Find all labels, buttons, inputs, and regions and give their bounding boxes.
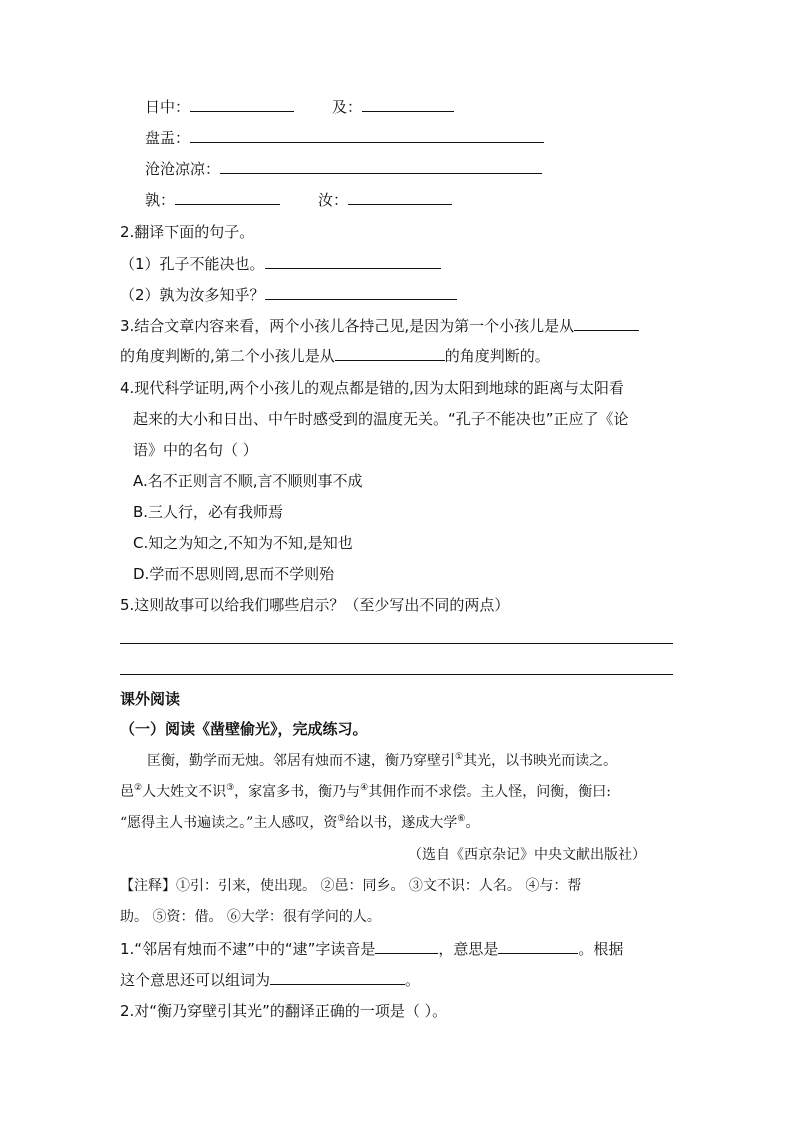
passage-text: “愿得主人书遍读之。”主人感叹，资 [120, 815, 338, 831]
answer-blank[interactable] [574, 316, 639, 331]
answer-line[interactable] [120, 643, 673, 644]
passage-text: 其佣作而不求偿。主人怪，问衡，衡曰: [368, 784, 611, 800]
passage-line-1 [147, 751, 617, 771]
vocab-row-1 [145, 97, 454, 117]
sentence-text: （1）孔子不能决也。 [120, 255, 265, 273]
footnote-marker: ② [134, 783, 143, 793]
answer-blank[interactable] [362, 97, 454, 112]
passage-text: 匡衡，勤学而无烛。邻居有烛而不逮，衡乃穿壁引 [147, 753, 455, 769]
question-text: 的角度判断的。 [444, 347, 550, 365]
option-b[interactable]: B.三人行，必有我师焉 [133, 503, 284, 521]
answer-blank[interactable] [190, 97, 294, 112]
answer-blank[interactable] [265, 254, 441, 269]
extra-question-1-line-1 [120, 939, 623, 959]
vocab-label-shu: 孰： [145, 191, 176, 209]
question-4-line-3: 语》中的名句（ ） [133, 441, 258, 459]
vocab-label-ru: 汝： [318, 191, 349, 209]
answer-blank[interactable] [335, 346, 445, 361]
passage-text: ，家富多书，衡乃与 [234, 784, 361, 800]
passage-line-3 [120, 813, 479, 833]
answer-line[interactable] [120, 674, 673, 675]
notes-line-2: 助。 ⑤资：借。 ⑥大学：很有学问的人。 [120, 909, 381, 925]
question-2-sentence-2 [120, 285, 457, 305]
vocab-row-3 [145, 159, 542, 179]
answer-blank[interactable] [265, 285, 457, 300]
option-c[interactable]: C.知之为知之,不知为不知,是知也 [133, 534, 353, 552]
question-3-line-1 [120, 316, 639, 336]
section-heading: 课外阅读 [120, 690, 181, 708]
footnote-marker: ⑥ [457, 814, 466, 824]
vocab-label-rizhong: 日中： [145, 98, 191, 116]
passage-text: 。 [465, 815, 480, 831]
question-text: 1.“邻居有烛而不逮”中的“逮”字读音是 [120, 940, 376, 958]
option-d[interactable]: D.学而不思则罔,思而不学则殆 [133, 565, 335, 583]
question-text: 3.结合文章内容来看，两个小孩儿各持己见,是因为第一个小孩儿是从 [120, 317, 575, 335]
question-text: ，意思是 [438, 940, 499, 958]
question-5-text: 5.这则故事可以给我们哪些启示？（至少写出不同的两点） [120, 596, 510, 614]
option-a[interactable]: A.名不正则言不顺,言不顺则事不成 [133, 472, 363, 490]
passage-title: （一）阅读《凿壁偷光》，完成练习。 [120, 720, 368, 738]
vocab-label-panyu: 盘盂： [145, 129, 191, 147]
passage-source: （选自《西京杂记》中央文献出版社） [408, 847, 646, 863]
passage-text: 给以书，遂成大学 [345, 815, 458, 831]
question-4-line-2: 起来的大小和日出、中午时感受到的温度无关。“孔子不能决也”正应了《论 [133, 410, 629, 428]
passage-line-2 [120, 782, 611, 802]
answer-blank[interactable] [175, 190, 280, 205]
question-text: 的角度判断的,第二个小孩儿是从 [120, 347, 335, 365]
answer-blank[interactable] [375, 939, 438, 954]
vocab-label-ji: 及： [332, 98, 363, 116]
passage-text: 人大姓文不识 [142, 784, 227, 800]
question-2-title: 2.翻译下面的句子。 [120, 223, 255, 241]
sentence-text: （2）孰为汝多知乎？ [120, 286, 265, 304]
passage-text: 其光，以书映光而读之。 [463, 753, 618, 769]
question-2-sentence-1 [120, 254, 441, 274]
vocab-row-4 [145, 190, 452, 210]
footnote-marker: ③ [226, 783, 235, 793]
extra-question-2: 2.对“衡乃穿壁引其光”的翻译正确的一项是（ ）。 [120, 1002, 448, 1020]
footnote-marker: ⑤ [337, 814, 346, 824]
question-text: 。 [405, 971, 421, 989]
footnote-marker: ④ [360, 783, 369, 793]
footnote-marker: ① [455, 752, 464, 762]
question-text: 。根据 [578, 940, 624, 958]
answer-blank[interactable] [498, 939, 578, 954]
answer-blank[interactable] [220, 159, 542, 174]
question-4-line-1: 4.现代科学证明,两个小孩儿的观点都是错的,因为太阳到地球的距离与太阳看 [120, 379, 624, 397]
extra-question-1-line-2 [120, 970, 420, 990]
question-text: 这个意思还可以组词为 [120, 971, 271, 989]
notes-line-1: 【注释】①引：引来，使出现。 ②邑：同乡。 ③文不识：人名。 ④与：帮 [120, 878, 582, 894]
vocab-label-cangcang: 沧沧凉凉： [145, 160, 221, 178]
answer-blank[interactable] [190, 128, 544, 143]
answer-blank[interactable] [348, 190, 452, 205]
answer-blank[interactable] [270, 970, 405, 985]
passage-text: 邑 [120, 784, 134, 800]
vocab-row-2 [145, 128, 544, 148]
question-3-line-2 [120, 346, 550, 366]
